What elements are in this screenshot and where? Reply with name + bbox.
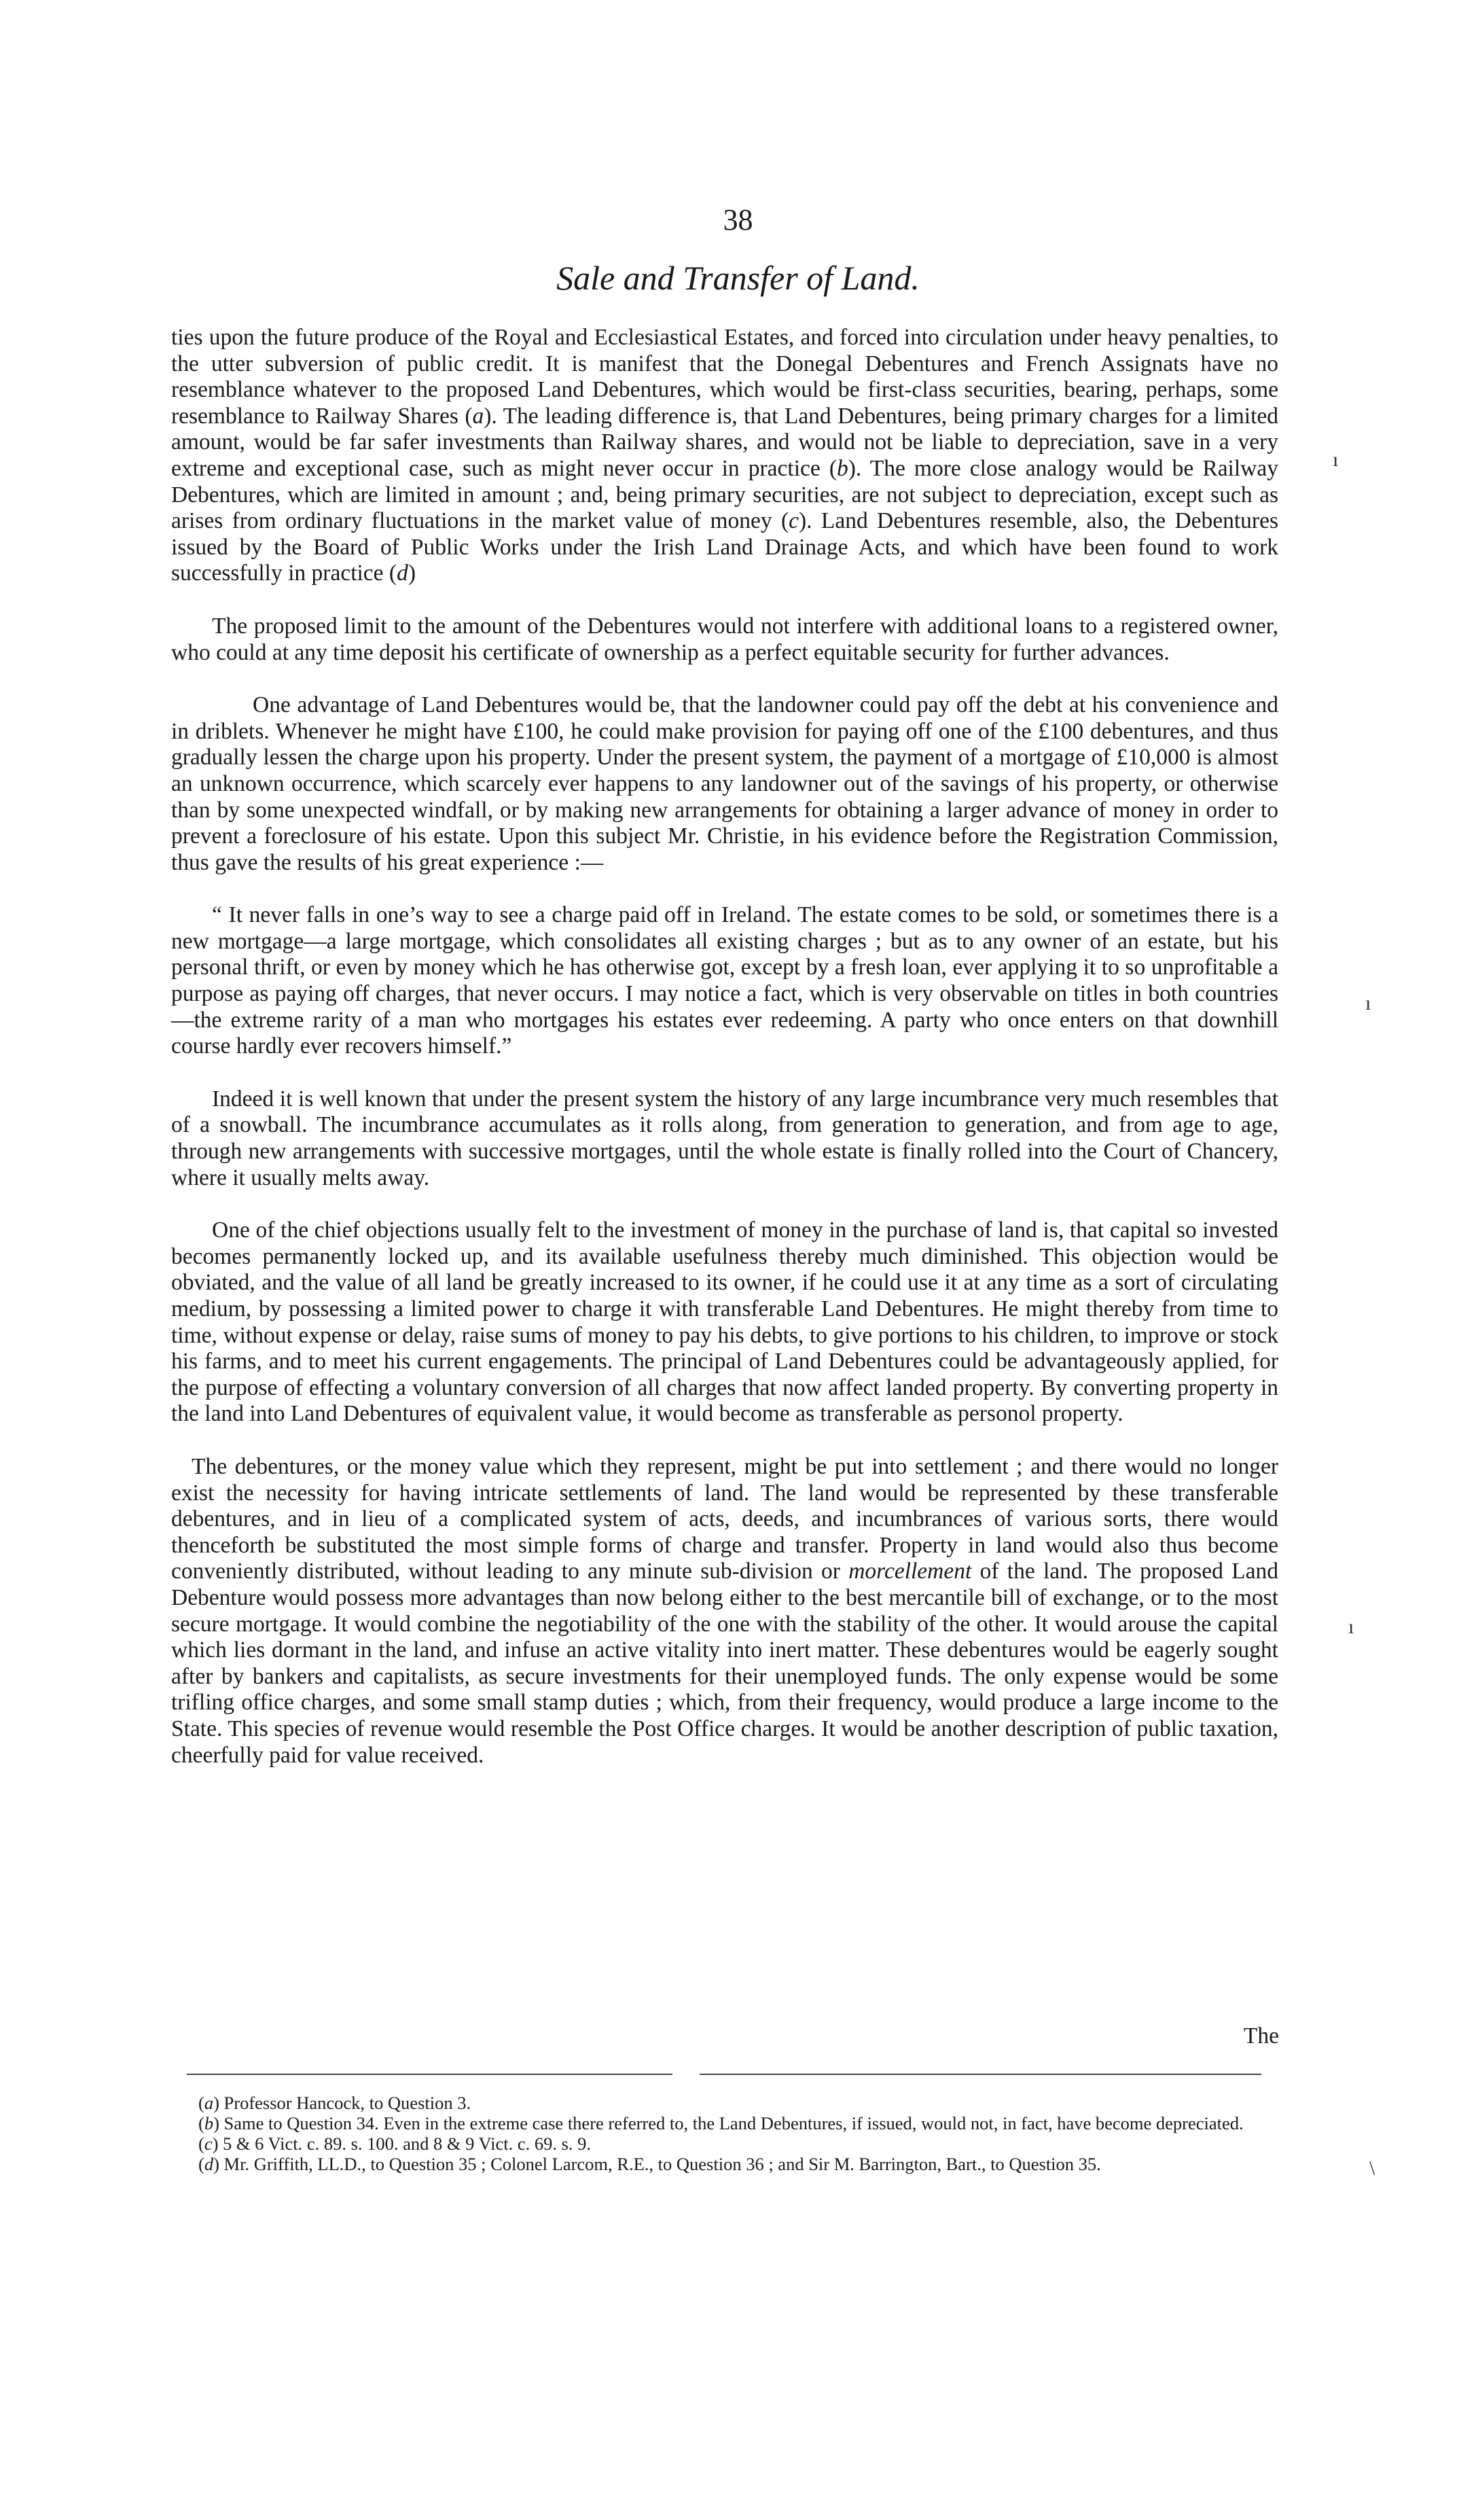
italic-text: b [204, 2113, 214, 2133]
text-run: The debentures, or the money value which they represent, might be put into settlement ; and there would no longer exist the necessity for having intricate settlements of land. The land would be represented by these transferable debentures, and in lieu of a complicated system of acts, deeds, and incumbrances of various sorts, there would thenceforth be substituted the most simple forms of charge and transfer. Property in land would also thus become conveniently distributed, without leading to any minute sub-division or [171, 1453, 1278, 1584]
text-run: ties upon the future produce of the Royal and Ecclesiastical Estates, and forced into circulation under heavy penalties, to the utter subversion of public credit. It is manifest that the Donegal Debentures and French Assignats have no resemblance whatever to the proposed Land Debentures, which would be first-class securities, bearing, perhaps, some resemblance to Railway Shares ( [171, 325, 1278, 429]
paragraph [171, 614, 1278, 666]
text-run: ) Same to Question 34. Even in the extreme case there referred to, the Land Debentures, if issued, would not, in fact, have become depreciated. [213, 2113, 1244, 2133]
body-text [171, 325, 1278, 1795]
margin-mark: ı [1333, 448, 1339, 471]
text-run: ( [198, 2093, 204, 2113]
italic-text: d [204, 2154, 214, 2174]
footnote-rule [187, 2074, 1261, 2075]
text-run: “ It never falls in one’s way to see a charge paid off in Ireland. The estate comes to be sold, or sometimes there is a new mortgage—a large mortgage, which consolidates all existing charges ; but as to any owner of an estate, but his personal thrift, or even by money which he has otherwise got, except by a fresh loan, ever applying it to so unprofitable a purpose as paying off charges, that never occurs. I may notice a fact, which is very observable on titles in both countries—the extreme rarity of a man who mortgages his estates ever redeeming. A party who once enters on that downhill course hardly ever recovers himself.” [171, 902, 1278, 1059]
text-run: ). The more close analogy would be Railway Debentures, which are limited in amount ; and, being primary securities, are not subject to depreciation, except such as arises from ordinary fluctuations in the market value of money ( [171, 455, 1278, 534]
text-run: ). The leading difference is, that Land Debentures, being primary charges for a limited amount, would be far safer investments than Railway shares, and would not be liable to depreciation, save in a very extreme and exceptional case, such as might never occur in practice ( [171, 403, 1278, 481]
footnote [171, 2133, 1278, 2154]
paragraph [171, 1086, 1278, 1191]
paragraph [171, 692, 1278, 876]
text-run: of the land. The proposed Land Debenture would possess more advantages than now belong either to the best mercantile bill of exchange, or to the most secure mortgage. It would combine the negotiability of the one with the stability of the other. It would arouse the capital which lies dormant in the land, and infuse an active vitality into inert matter. These debentures would be eagerly sought after by bankers and capitalists, as secure investments for their unemployed funds. The only expense would be some trifling office charges, and some small stamp duties ; which, from their frequency, would produce a large income to the State. This species of revenue would resemble the Post Office charges. It would be another description of public taxation, cheerfully paid for value received. [171, 1559, 1278, 1768]
italic-text: a [204, 2093, 214, 2113]
margin-mark: ı [1348, 1616, 1354, 1638]
paragraph [171, 1454, 1278, 1769]
text-run: One advantage of Land Debentures would be, that the landowner could pay off the debt at his convenience and in driblets. Whenever he might have £100, he could make provision for paying off one of the £100 debentures, and thus gradually lessen the charge upon his property. Under the present system, the payment of a mortgage of £10,000 is almost an unknown occurrence, which scarcely ever happens to any landowner out of the savings of his property, or otherwise than by some unexpected windfall, or by making new arrangements for obtaining a larger advance of money in order to prevent a foreclosure of his estate. Upon this subject Mr. Christie, in his evidence before the Registration Commission, thus gave the results of his great experience :— [171, 692, 1278, 875]
footnote [171, 2113, 1278, 2133]
italic-text: c [204, 2133, 213, 2154]
margin-mark: \ [1369, 2157, 1375, 2180]
margin-mark: ı [1365, 992, 1371, 1014]
text-run: ) Professor Hancock, to Question 3. [213, 2093, 471, 2113]
running-title: Sale and Transfer of Land. [556, 259, 920, 297]
text-run: Indeed it is well known that under the present system the history of any large incumbrance very much resembles that of a snowball. The incumbrance accumulates as it rolls along, from generation to generation, and from age to age, through new arrangements with successive mortgages, until the whole estate is finally rolled into the Court of Chancery, where it usually melts away. [171, 1086, 1278, 1190]
italic-text: a [472, 403, 484, 429]
italic-text: b [836, 455, 848, 481]
italic-text: morcellement [848, 1559, 972, 1584]
footnote-rule-gap [672, 2071, 700, 2076]
text-run: The proposed limit to the amount of the Debentures would not interfere with additional loans to a registered owner, who could at any time deposit his certificate of ownership as a perfect equitable security for further advances. [171, 613, 1278, 665]
page-number: 38 [723, 203, 753, 236]
text-run: ( [198, 2133, 204, 2154]
italic-text: c [789, 508, 799, 534]
footnote [171, 2154, 1278, 2174]
footnote [171, 2093, 1278, 2113]
text-run: ( [198, 2113, 204, 2133]
italic-text: d [397, 561, 408, 586]
paragraph [171, 1218, 1278, 1427]
text-run: One of the chief objections usually felt to the investment of money in the purchase of land is, that capital so invested becomes permanently locked up, and its available usefulness thereby much diminished. This objection would be obviated, and the value of all land be greatly increased to its owner, if he could use it at any time as a sort of circulating medium, by possessing a limited power to charge it with transferable Land Debentures. He might thereby from time to time, without expense or delay, raise sums of money to pay his debts, to give portions to his children, to improve or stock his farms, and to meet his current engagements. The principal of Land Debentures could be advantageously applied, for the purpose of effecting a voluntary conversion of all charges that now affect landed property. By converting property in the land into Land Debentures of equivalent value, it would become as transferable as personol property. [171, 1218, 1278, 1427]
catchword: The [1243, 2023, 1279, 2048]
text-run: ) 5 & 6 Vict. c. 89. s. 100. and 8 & 9 Vict. c. 69. s. 9. [212, 2133, 592, 2154]
text-run: ). Land Debentures resemble, also, the Debentures issued by the Board of Public Works under the Irish Land Drainage Acts, and which have been found to work successfully in practice ( [171, 508, 1278, 586]
text-run: ) Mr. Griffith, LL.D., to Question 35 ; Colonel Larcom, R.E., to Question 36 ; and Sir M. Barrington, Bart., to Question 35. [213, 2154, 1101, 2174]
footnotes [171, 2093, 1278, 2174]
text-run: ) [408, 561, 416, 586]
paragraph [171, 902, 1278, 1060]
paragraph [171, 325, 1278, 587]
text-run: ( [198, 2154, 204, 2174]
